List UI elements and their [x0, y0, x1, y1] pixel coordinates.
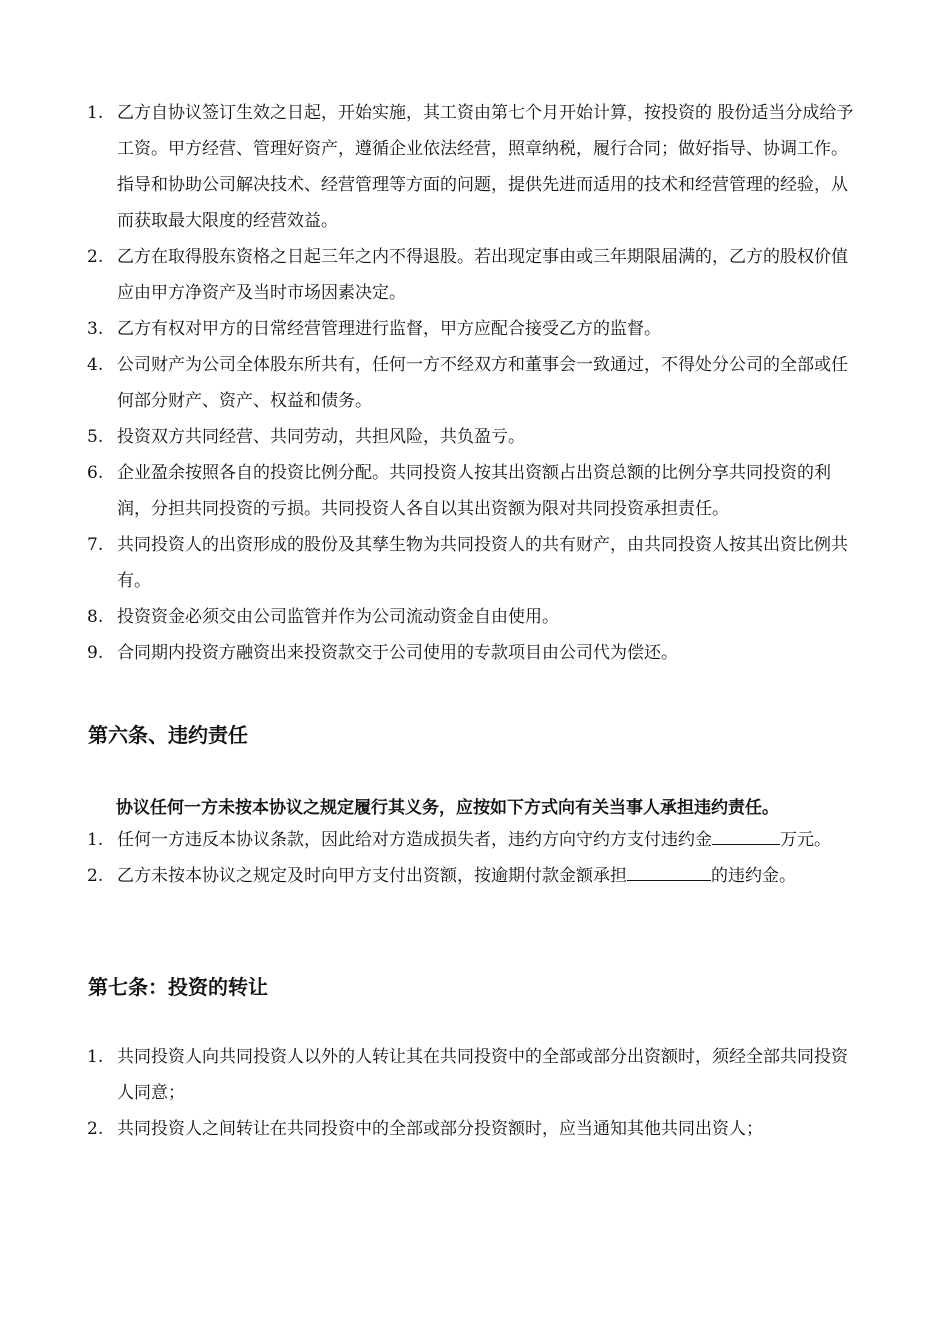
item-text: 合同期内投资方融资出来投资款交于公司使用的专款项目由公司代为偿还。	[117, 643, 678, 663]
item-text: 公司财产为公司全体股东所共有，任何一方不经双方和董事会一致通过，不得处分公司的全部或任何部分财产、资产、权益和债务。	[117, 355, 848, 411]
section6-list	[0, 822, 950, 894]
section7-list	[0, 1039, 950, 1147]
item-text: 共同投资人的出资形成的股份及其孳生物为共同投资人的共有财产，由共同投资人按其出资比例共有。	[117, 535, 848, 591]
list-item	[0, 599, 950, 635]
section6-lead: 协议任何一方未按本协议之规定履行其义务，应按如下方式向有关当事人承担违约责任。	[116, 798, 779, 818]
list-item	[0, 1111, 950, 1147]
item-text: 共同投资人向共同投资人以外的人转让其在共同投资中的全部或部分出资额时，须经全部共同投资人同意；	[117, 1047, 848, 1103]
item-number: 7.	[87, 535, 104, 555]
item-number: 1.	[87, 830, 104, 850]
item-text: 乙方自协议签订生效之日起，开始实施，其工资由第七个月开始计算，按投资的 股份适当分成给予工资。甲方经营、管理好资产，遵循企业依法经营，照章纳税，履行合同；做好指导、协调工作。指导和协助公司解决技术、经营管理等方面的问题，提供先进而适用的技术和经营管理的经验，从而获取最大限度的经营效益。	[117, 103, 854, 231]
blank-line	[627, 866, 711, 881]
item-number: 5.	[87, 427, 104, 447]
item-number: 8.	[87, 607, 104, 627]
item-number: 6.	[87, 463, 104, 483]
item-text: 任何一方违反本协议条款，因此给对方造成损失者，违约方向守约方支付违约金	[117, 830, 712, 850]
item-text: 投资双方共同经营、共同劳动，共担风险，共负盈亏。	[117, 427, 525, 447]
item-text: 的违约金。	[711, 866, 796, 886]
list-item	[0, 311, 950, 347]
item-text: 乙方未按本协议之规定及时向甲方支付出资额，按逾期付款金额承担	[117, 866, 627, 886]
item-number: 2.	[87, 247, 104, 267]
list-item	[0, 419, 950, 455]
item-number: 9.	[87, 643, 104, 663]
list-item	[0, 822, 950, 858]
item-text: 共同投资人之间转让在共同投资中的全部或部分投资额时，应当通知其他共同出资人；	[117, 1119, 763, 1139]
list-item	[0, 1039, 950, 1111]
section6-heading: 第六条、违约责任	[88, 723, 248, 747]
item-number: 3.	[87, 319, 104, 339]
item-number: 1.	[87, 103, 104, 123]
item-text: 乙方有权对甲方的日常经营管理进行监督，甲方应配合接受乙方的监督。	[117, 319, 661, 339]
item-text: 万元。	[780, 830, 831, 850]
list-item	[0, 858, 950, 894]
list-item	[0, 347, 950, 419]
list-item	[0, 527, 950, 599]
item-text: 乙方在取得股东资格之日起三年之内不得退股。若出现定事由或三年期限届满的，乙方的股权价值应由甲方净资产及当时市场因素决定。	[117, 247, 848, 303]
list-item	[0, 455, 950, 527]
item-number: 4.	[87, 355, 104, 375]
section5-list	[0, 95, 950, 671]
item-text: 投资资金必须交由公司监管并作为公司流动资金自由使用。	[117, 607, 559, 627]
list-item	[0, 239, 950, 311]
list-item	[0, 635, 950, 671]
section7-heading: 第七条：投资的转让	[88, 975, 268, 999]
item-number: 1.	[87, 1047, 104, 1067]
item-text: 企业盈余按照各自的投资比例分配。共同投资人按其出资额占出资总额的比例分享共同投资的利润，分担共同投资的亏损。共同投资人各自以其出资额为限对共同投资承担责任。	[117, 463, 831, 519]
item-number: 2.	[87, 1119, 104, 1139]
blank-line	[712, 830, 780, 845]
item-number: 2.	[87, 866, 104, 886]
list-item	[0, 95, 950, 239]
